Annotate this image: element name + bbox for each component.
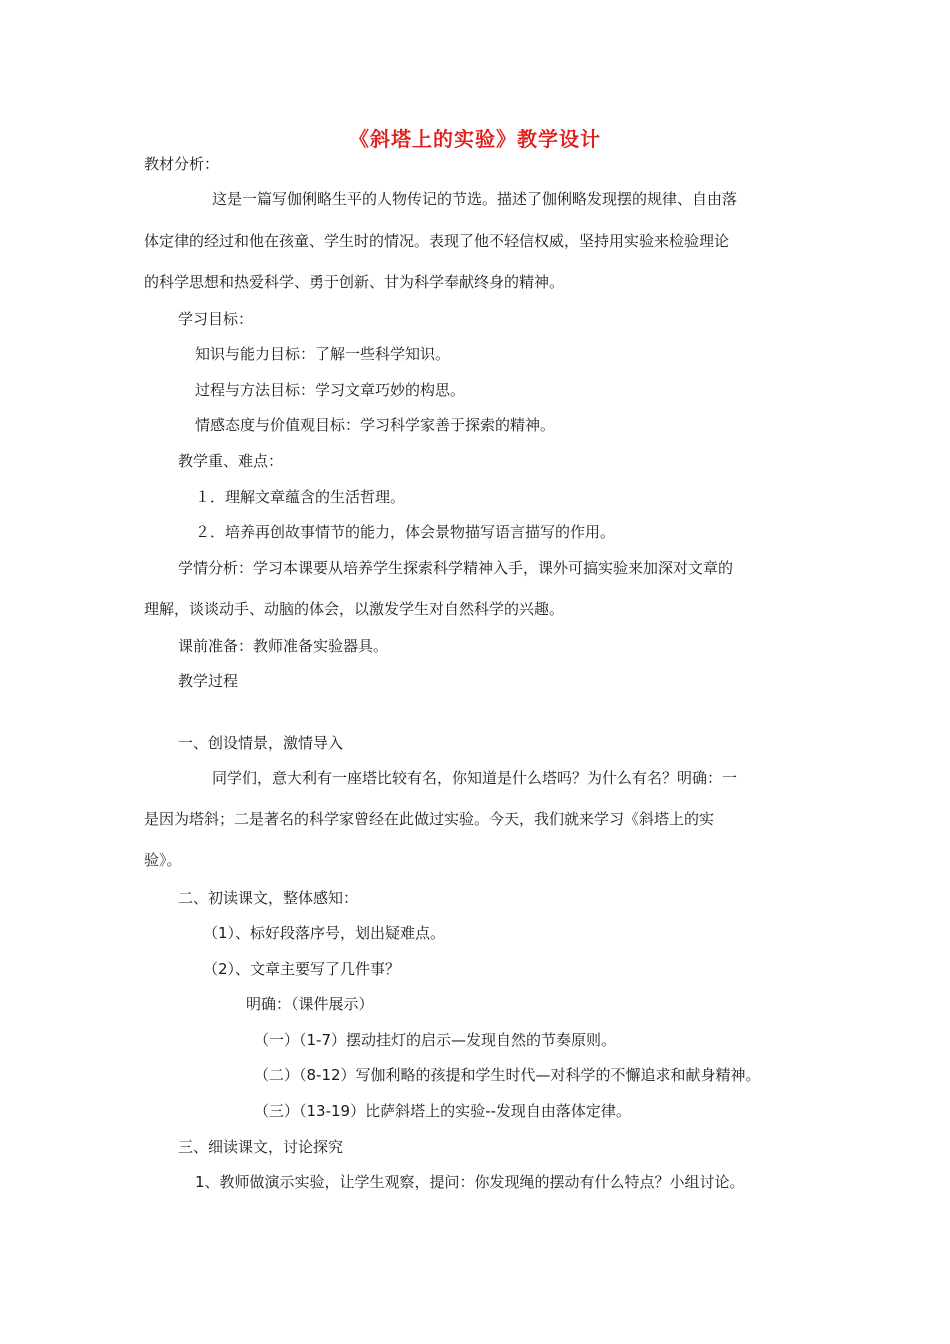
section-heading: 三、细读课文，讨论探究	[178, 1138, 344, 1156]
paragraph-line: 体定律的经过和他在孩童、学生时的情况。表现了他不轻信权威，坚持用实验来检验理论	[144, 232, 730, 250]
document-title: 《斜塔上的实验》教学设计	[349, 127, 601, 151]
list-item: （一）（1-7）摆动挂灯的启示—发现自然的节奏原则。	[254, 1031, 617, 1049]
list-item: 1、教师做演示实验，让学生观察，提问：你发现绳的摆动有什么特点？小组讨论。	[195, 1173, 745, 1191]
list-item: ２．培养再创故事情节的能力，体会景物描写语言描写的作用。	[195, 523, 616, 541]
list-item: １．理解文章蕴含的生活哲理。	[195, 488, 406, 506]
list-item: （1）、标好段落序号，划出疑难点。	[203, 924, 446, 942]
paragraph-line: 学情分析：学习本课要从培养学生探索科学精神入手，课外可搞实验来加深对文章的	[178, 559, 734, 577]
list-item: 过程与方法目标：学习文章巧妙的构思。	[195, 381, 466, 399]
section-heading: 教学过程	[178, 672, 239, 690]
paragraph-line: 的科学思想和热爱科学、勇于创新、甘为科学奉献终身的精神。	[144, 273, 565, 291]
list-item: 明确：（课件展示）	[246, 995, 374, 1013]
list-item: 情感态度与价值观目标：学习科学家善于探索的精神。	[195, 416, 556, 434]
paragraph-line: 教材分析：	[144, 155, 220, 173]
list-item: 知识与能力目标：了解一些科学知识。	[195, 345, 451, 363]
section-heading: 一、创设情景，激情导入	[178, 734, 344, 752]
paragraph-line: 课前准备：教师准备实验器具。	[178, 637, 389, 655]
paragraph-line: 验》。	[144, 851, 182, 869]
paragraph-line: 是因为塔斜；二是著名的科学家曾经在此做过实验。今天，我们就来学习《斜塔上的实	[144, 810, 715, 828]
list-item: （二）（8-12）写伽利略的孩提和学生时代—对科学的不懈追求和献身精神。	[254, 1066, 761, 1084]
list-item: （三）（13-19）比萨斜塔上的实验--发现自由落体定律。	[254, 1102, 631, 1120]
paragraph-line: 理解，谈谈动手、动脑的体会，以激发学生对自然科学的兴趣。	[144, 600, 565, 618]
paragraph-line: 同学们，意大利有一座塔比较有名，你知道是什么塔吗？为什么有名？明确：一	[212, 769, 738, 787]
section-heading: 教学重、难点：	[178, 452, 284, 470]
section-heading: 学习目标：	[178, 310, 254, 328]
section-heading: 二、初读课文，整体感知：	[178, 889, 359, 907]
list-item: （2）、文章主要写了几件事？	[203, 960, 401, 978]
paragraph-line: 这是一篇写伽俐略生平的人物传记的节选。描述了伽俐略发现摆的规律、自由落	[212, 190, 738, 208]
